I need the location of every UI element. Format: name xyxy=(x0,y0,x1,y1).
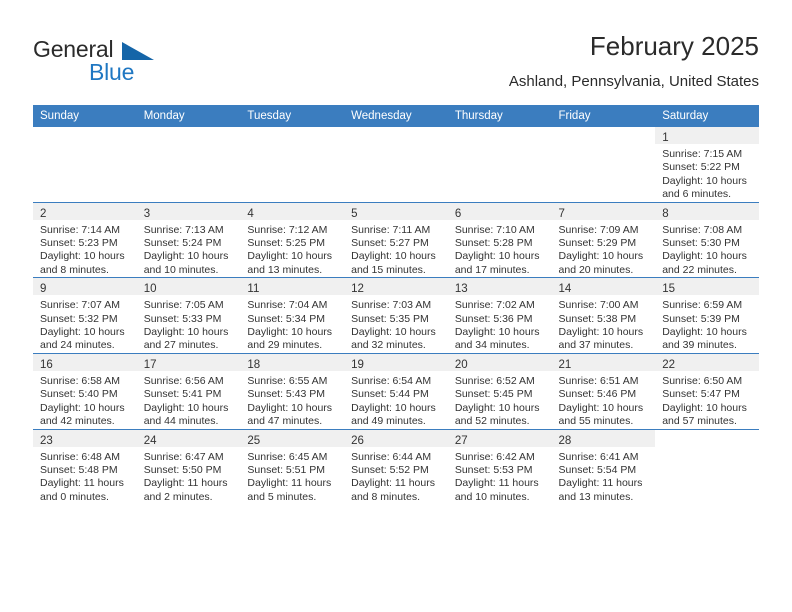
calendar-day-cell[interactable] xyxy=(448,429,552,504)
calendar-day-cell[interactable] xyxy=(344,429,448,504)
daylight-text: Daylight: 11 hours and 0 minutes. xyxy=(40,477,124,503)
sunset-text: Sunset: 5:22 PM xyxy=(662,161,740,174)
calendar-day-cell-empty xyxy=(33,127,137,202)
day-sun-info xyxy=(552,447,656,505)
day-sun-info xyxy=(240,295,344,353)
weekday-header-row xyxy=(33,105,759,127)
sunset-text: Sunset: 5:39 PM xyxy=(662,312,740,325)
calendar-day-cell[interactable] xyxy=(655,278,759,354)
day-number-band xyxy=(240,278,344,295)
day-number: 8 xyxy=(662,207,669,220)
sunrise-text: Sunrise: 6:44 AM xyxy=(351,450,432,463)
page-header xyxy=(33,30,759,100)
day-sun-info xyxy=(448,447,552,505)
day-sun-info xyxy=(344,220,448,278)
sunrise-text: Sunrise: 7:12 AM xyxy=(247,223,328,236)
day-number: 20 xyxy=(454,358,468,371)
sunrise-text: Sunrise: 6:42 AM xyxy=(454,450,535,463)
daylight-text: Daylight: 10 hours and 22 minutes. xyxy=(662,250,747,276)
calendar-day-cell[interactable] xyxy=(137,202,241,278)
daylight-text: Daylight: 10 hours and 55 minutes. xyxy=(558,401,644,428)
day-number-band xyxy=(33,354,137,371)
day-number-band xyxy=(552,430,656,447)
day-number-band xyxy=(655,278,759,295)
day-number-band xyxy=(344,127,448,144)
daylight-text: Daylight: 10 hours and 10 minutes. xyxy=(143,250,229,276)
day-number: 26 xyxy=(351,434,364,447)
day-number-band xyxy=(137,127,241,144)
calendar-day-cell[interactable] xyxy=(33,429,137,504)
day-number-band xyxy=(33,127,137,144)
daylight-text: Daylight: 10 hours and 57 minutes. xyxy=(662,401,747,428)
day-number: 23 xyxy=(40,434,53,447)
daylight-text: Daylight: 11 hours and 8 minutes. xyxy=(351,477,435,503)
day-number-band xyxy=(552,203,656,220)
day-number-band xyxy=(137,354,241,371)
sunrise-text: Sunrise: 6:58 AM xyxy=(40,374,120,387)
sunrise-text: Sunrise: 6:52 AM xyxy=(454,374,535,387)
daylight-text: Daylight: 10 hours and 39 minutes. xyxy=(662,326,747,352)
calendar-day-cell[interactable] xyxy=(240,202,344,278)
weekday-header-thursday: Thursday xyxy=(448,105,552,127)
day-sun-info xyxy=(344,295,448,353)
day-number: 19 xyxy=(351,358,364,371)
day-number: 21 xyxy=(558,358,572,371)
sunrise-text: Sunrise: 7:03 AM xyxy=(351,299,432,312)
calendar-day-cell-empty xyxy=(448,127,552,202)
daylight-text: Daylight: 10 hours and 29 minutes. xyxy=(247,326,333,352)
day-sun-info xyxy=(33,220,137,278)
sunset-text: Sunset: 5:34 PM xyxy=(247,312,326,325)
sunrise-text: Sunrise: 7:05 AM xyxy=(143,299,224,312)
day-number: 11 xyxy=(247,283,260,296)
day-number: 24 xyxy=(143,434,157,447)
calendar-day-cell[interactable] xyxy=(655,353,759,429)
sunset-text: Sunset: 5:32 PM xyxy=(40,312,118,325)
calendar-day-cell-empty xyxy=(137,127,241,202)
sunset-text: Sunset: 5:28 PM xyxy=(454,237,533,250)
day-sun-info xyxy=(137,447,241,505)
sunset-text: Sunset: 5:51 PM xyxy=(247,463,326,476)
sunrise-text: Sunrise: 7:00 AM xyxy=(558,299,639,312)
sunrise-text: Sunrise: 7:11 AM xyxy=(351,223,431,236)
calendar-day-cell[interactable] xyxy=(552,429,656,504)
day-sun-info xyxy=(552,220,656,278)
daylight-text: Daylight: 10 hours and 27 minutes. xyxy=(143,326,229,352)
day-sun-info xyxy=(33,295,137,353)
calendar-day-cell[interactable] xyxy=(655,202,759,278)
sunrise-text: Sunrise: 7:04 AM xyxy=(247,299,328,312)
daylight-text: Daylight: 10 hours and 47 minutes. xyxy=(247,401,333,428)
day-sun-info xyxy=(552,371,656,429)
day-sun-info xyxy=(655,295,759,353)
sunrise-text: Sunrise: 7:07 AM xyxy=(40,299,120,312)
calendar-day-cell[interactable] xyxy=(552,202,656,278)
day-number: 4 xyxy=(247,207,254,220)
weekday-header-friday: Friday xyxy=(552,105,656,127)
sunset-text: Sunset: 5:41 PM xyxy=(143,388,222,401)
day-number: 12 xyxy=(351,283,364,296)
sunset-text: Sunset: 5:46 PM xyxy=(558,388,637,401)
day-number: 28 xyxy=(558,434,572,447)
calendar-week-row xyxy=(33,202,759,278)
weekday-header-saturday: Saturday xyxy=(655,105,759,127)
day-number-band xyxy=(344,430,448,447)
day-number-band xyxy=(240,127,344,144)
sunset-text: Sunset: 5:44 PM xyxy=(351,388,429,401)
day-number: 7 xyxy=(558,207,565,220)
day-sun-info xyxy=(448,295,552,353)
sunset-text: Sunset: 5:24 PM xyxy=(143,237,222,250)
day-number-band xyxy=(344,278,448,295)
sunset-text: Sunset: 5:38 PM xyxy=(558,312,637,325)
calendar-day-cell-empty xyxy=(552,127,656,202)
calendar-day-cell[interactable] xyxy=(240,278,344,354)
sunset-text: Sunset: 5:25 PM xyxy=(247,237,326,250)
day-number: 17 xyxy=(143,358,157,371)
sunset-text: Sunset: 5:35 PM xyxy=(351,312,429,325)
day-number-band xyxy=(448,127,552,144)
day-number-band xyxy=(552,127,656,144)
sunrise-text: Sunrise: 6:41 AM xyxy=(558,450,639,463)
sunrise-text: Sunrise: 7:10 AM xyxy=(454,223,535,236)
day-sun-info xyxy=(448,371,552,429)
logo-text-general: General xyxy=(33,36,114,62)
day-number-band xyxy=(448,354,552,371)
day-number-band xyxy=(240,430,344,447)
day-number: 3 xyxy=(143,207,151,220)
calendar-day-cell[interactable] xyxy=(240,353,344,429)
daylight-text: Daylight: 10 hours and 24 minutes. xyxy=(40,326,125,352)
day-number: 14 xyxy=(558,283,572,296)
day-number: 27 xyxy=(454,434,468,447)
day-number-band xyxy=(344,203,448,220)
page-title: February 2025 xyxy=(589,31,759,61)
day-number: 1 xyxy=(662,132,669,144)
calendar-head xyxy=(33,105,759,127)
daylight-text: Daylight: 11 hours and 2 minutes. xyxy=(143,477,228,503)
day-number-band xyxy=(448,203,552,220)
sunrise-text: Sunrise: 6:54 AM xyxy=(351,374,432,387)
calendar-day-cell[interactable] xyxy=(33,202,137,278)
calendar-week-row xyxy=(33,127,759,202)
calendar-day-cell-empty xyxy=(240,127,344,202)
calendar-week-row xyxy=(33,278,759,354)
sunrise-text: Sunrise: 7:08 AM xyxy=(662,223,743,236)
sunset-text: Sunset: 5:30 PM xyxy=(662,237,740,250)
daylight-text: Daylight: 10 hours and 49 minutes. xyxy=(351,401,436,428)
sunset-text: Sunset: 5:52 PM xyxy=(351,463,429,476)
sunset-text: Sunset: 5:54 PM xyxy=(558,463,637,476)
day-number-band xyxy=(655,354,759,371)
daylight-text: Daylight: 10 hours and 42 minutes. xyxy=(40,401,125,428)
day-number: 6 xyxy=(454,207,462,220)
calendar-day-cell[interactable] xyxy=(344,278,448,354)
sunrise-text: Sunrise: 6:47 AM xyxy=(143,450,224,463)
sunset-text: Sunset: 5:33 PM xyxy=(143,312,222,325)
calendar-day-cell[interactable] xyxy=(33,353,137,429)
sunrise-text: Sunrise: 6:51 AM xyxy=(558,374,639,387)
sunset-text: Sunset: 5:48 PM xyxy=(40,463,118,476)
daylight-text: Daylight: 10 hours and 8 minutes. xyxy=(40,250,125,276)
day-number-band xyxy=(137,278,241,295)
calendar-week-row xyxy=(33,353,759,429)
calendar-day-cell[interactable] xyxy=(344,202,448,278)
day-number-band xyxy=(552,278,656,295)
sunrise-text: Sunrise: 6:56 AM xyxy=(143,374,224,387)
day-sun-info xyxy=(448,220,552,278)
logo-text-blue: Blue xyxy=(89,59,135,85)
day-number: 18 xyxy=(247,358,261,371)
daylight-text: Daylight: 10 hours and 34 minutes. xyxy=(454,326,540,352)
sunrise-text: Sunrise: 6:55 AM xyxy=(247,374,328,387)
sunrise-text: Sunrise: 6:59 AM xyxy=(662,299,743,312)
sunset-text: Sunset: 5:40 PM xyxy=(40,388,118,401)
day-number-band xyxy=(33,278,137,295)
day-number: 13 xyxy=(454,283,468,296)
day-sun-info xyxy=(655,144,759,202)
day-sun-info xyxy=(33,447,137,505)
day-number: 10 xyxy=(143,283,157,296)
daylight-text: Daylight: 10 hours and 32 minutes. xyxy=(351,326,436,352)
day-number-band xyxy=(344,354,448,371)
calendar-day-cell-empty xyxy=(344,127,448,202)
day-number: 2 xyxy=(40,207,47,220)
daylight-text: Daylight: 10 hours and 17 minutes. xyxy=(454,250,540,276)
daylight-text: Daylight: 10 hours and 15 minutes. xyxy=(351,250,436,276)
calendar-day-cell-empty xyxy=(655,429,759,504)
day-number: 16 xyxy=(40,358,53,371)
calendar-day-cell[interactable] xyxy=(137,278,241,354)
day-number-band xyxy=(448,430,552,447)
day-number-band xyxy=(240,203,344,220)
sunset-text: Sunset: 5:53 PM xyxy=(454,463,533,476)
calendar-table xyxy=(33,105,759,504)
sunset-text: Sunset: 5:27 PM xyxy=(351,237,429,250)
day-number-band xyxy=(655,430,759,447)
daylight-text: Daylight: 11 hours and 5 minutes. xyxy=(247,477,332,503)
sunrise-text: Sunrise: 6:50 AM xyxy=(662,374,743,387)
day-sun-info xyxy=(33,371,137,429)
day-number: 25 xyxy=(247,434,261,447)
calendar-grid xyxy=(33,105,759,504)
general-blue-logo[interactable] xyxy=(33,36,233,92)
daylight-text: Daylight: 11 hours and 10 minutes. xyxy=(454,477,539,503)
sunset-text: Sunset: 5:36 PM xyxy=(454,312,533,325)
calendar-day-cell[interactable] xyxy=(552,278,656,354)
sunrise-text: Sunrise: 6:45 AM xyxy=(247,450,328,463)
sunset-text: Sunset: 5:29 PM xyxy=(558,237,637,250)
day-number-band xyxy=(137,430,241,447)
calendar-day-cell[interactable] xyxy=(137,353,241,429)
weekday-header-monday: Monday xyxy=(137,105,241,127)
day-number: 5 xyxy=(351,207,358,220)
sunset-text: Sunset: 5:45 PM xyxy=(454,388,533,401)
daylight-text: Daylight: 11 hours and 13 minutes. xyxy=(558,477,643,503)
day-sun-info xyxy=(655,371,759,429)
day-number-band xyxy=(33,430,137,447)
daylight-text: Daylight: 10 hours and 52 minutes. xyxy=(454,401,540,428)
daylight-text: Daylight: 10 hours and 44 minutes. xyxy=(143,401,229,428)
calendar-day-cell[interactable] xyxy=(33,278,137,354)
day-number: 15 xyxy=(662,283,676,296)
day-number-band xyxy=(33,203,137,220)
daylight-text: Daylight: 10 hours and 37 minutes. xyxy=(558,326,644,352)
calendar-body xyxy=(33,127,759,504)
sunset-text: Sunset: 5:50 PM xyxy=(143,463,222,476)
sunrise-text: Sunrise: 6:48 AM xyxy=(40,450,120,463)
calendar-day-cell[interactable] xyxy=(448,202,552,278)
day-sun-info xyxy=(137,220,241,278)
weekday-header-tuesday: Tuesday xyxy=(240,105,344,127)
day-sun-info xyxy=(137,295,241,353)
day-number-band xyxy=(552,354,656,371)
calendar-day-cell[interactable] xyxy=(344,353,448,429)
calendar-day-cell[interactable] xyxy=(552,353,656,429)
day-number-band xyxy=(240,354,344,371)
day-sun-info xyxy=(137,371,241,429)
sunrise-text: Sunrise: 7:15 AM xyxy=(662,148,743,160)
calendar-day-cell[interactable] xyxy=(448,278,552,354)
daylight-text: Daylight: 10 hours and 13 minutes. xyxy=(247,250,333,276)
daylight-text: Daylight: 10 hours and 20 minutes. xyxy=(558,250,644,276)
day-sun-info xyxy=(240,220,344,278)
weekday-header-sunday: Sunday xyxy=(33,105,137,127)
sunrise-text: Sunrise: 7:09 AM xyxy=(558,223,639,236)
daylight-text: Daylight: 10 hours and 6 minutes. xyxy=(662,174,747,201)
sunset-text: Sunset: 5:23 PM xyxy=(40,237,118,250)
weekday-header-wednesday: Wednesday xyxy=(344,105,448,127)
day-sun-info xyxy=(655,220,759,278)
sunset-text: Sunset: 5:43 PM xyxy=(247,388,326,401)
calendar-day-cell[interactable] xyxy=(137,429,241,504)
day-number: 9 xyxy=(40,283,47,296)
day-number: 22 xyxy=(662,358,676,371)
day-number-band xyxy=(655,127,759,144)
calendar-week-row xyxy=(33,429,759,504)
sunrise-text: Sunrise: 7:13 AM xyxy=(143,223,224,236)
day-sun-info xyxy=(240,371,344,429)
day-number-band xyxy=(448,278,552,295)
sunrise-text: Sunrise: 7:14 AM xyxy=(40,223,120,236)
day-sun-info xyxy=(344,371,448,429)
day-sun-info xyxy=(344,447,448,505)
day-number-band xyxy=(137,203,241,220)
calendar-day-cell[interactable] xyxy=(448,353,552,429)
calendar-day-cell[interactable] xyxy=(655,127,759,202)
page-subtitle-location: Ashland, Pennsylvania, United States xyxy=(508,73,759,90)
sunset-text: Sunset: 5:47 PM xyxy=(662,388,740,401)
logo-triangle-icon xyxy=(122,42,154,60)
sunrise-text: Sunrise: 7:02 AM xyxy=(454,299,535,312)
calendar-day-cell[interactable] xyxy=(240,429,344,504)
day-sun-info xyxy=(240,447,344,505)
day-sun-info xyxy=(552,295,656,353)
day-number-band xyxy=(655,203,759,220)
